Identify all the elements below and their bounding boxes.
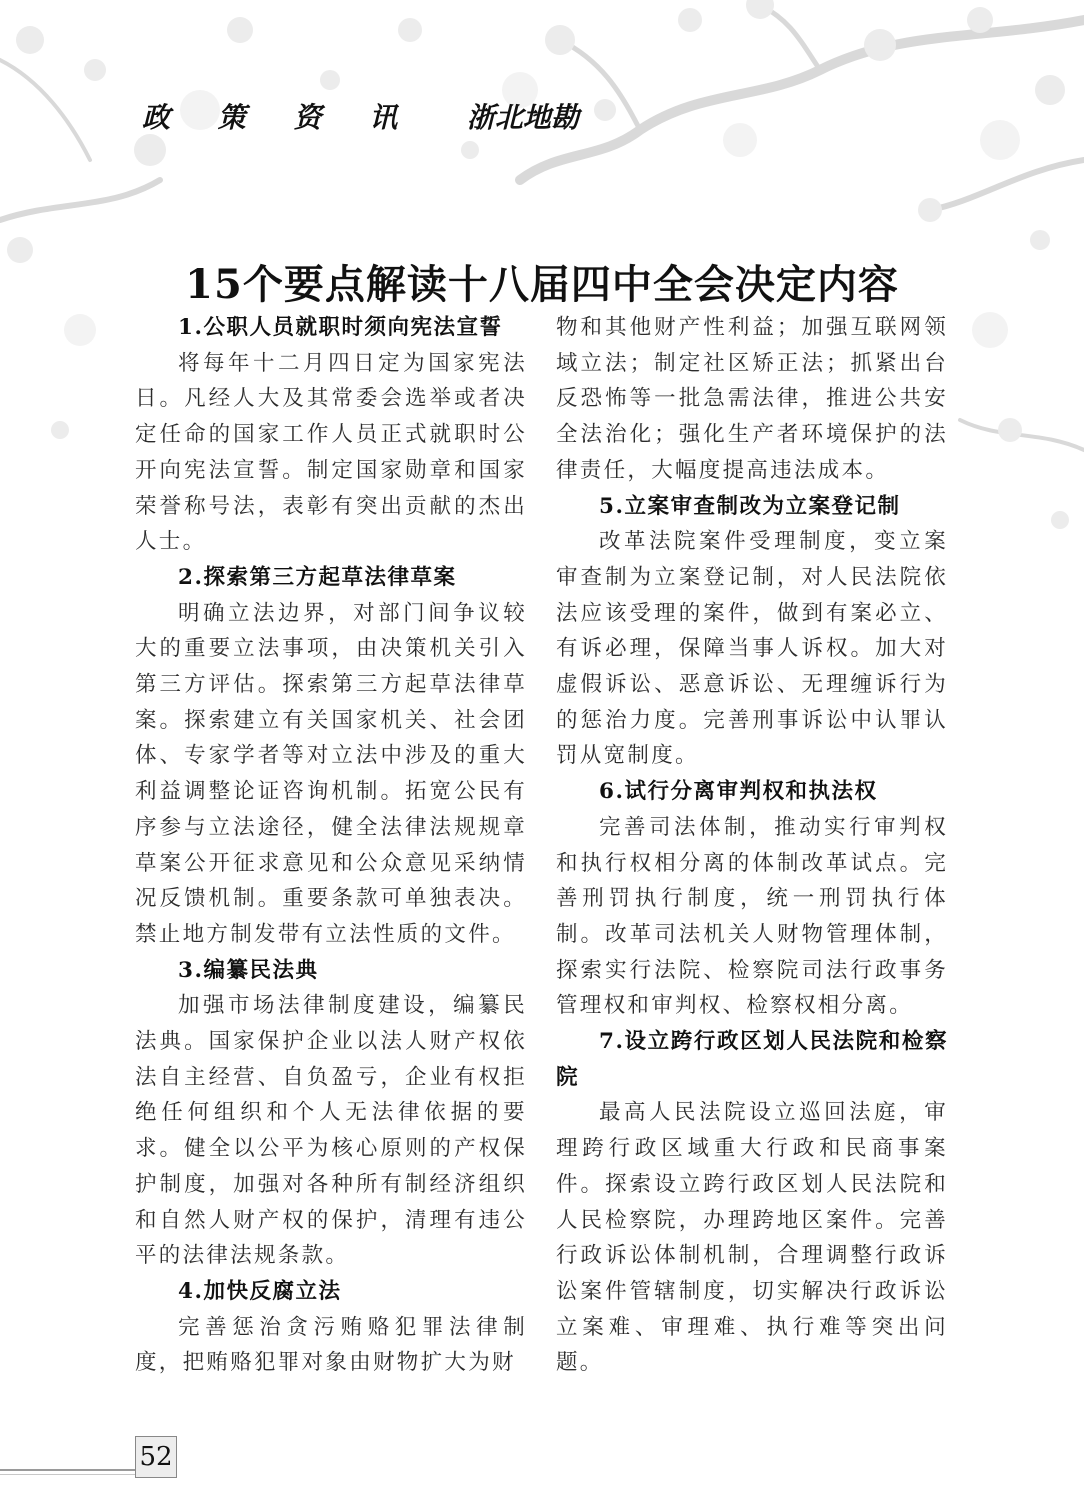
paragraph: 将每年十二月四日定为国家宪法日。凡经人大及其常委会选举或者决定任命的国家工作人员正式就职时公开向宪法宣誓。制定国家勋章和国家荣誉称号法，表彰有突出贡献的杰出人士。	[135, 350, 527, 555]
article-title: 15个要点解读十八届四中全会决定内容	[185, 260, 899, 308]
point-heading: 6.试行分离审判权和执法权	[599, 779, 878, 805]
point-heading: 2.探索第三方起草法律草案	[178, 564, 457, 590]
point-heading: 1.公职人员就职时须向宪法宣誓	[178, 315, 503, 340]
footer-rule	[0, 1469, 135, 1471]
paragraph: 完善司法体制，推动实行审判权和执行权相分离的体制改革试点。完善刑罚执行制度，统一刑罚执行体制。改革司法机关人财物管理体制，探索实行法院、检察院司法行政事务管理权和审判权、检察权相分离。	[556, 814, 948, 1019]
point-heading: 7.设立跨行政区划人民法院和检察院	[556, 1029, 948, 1090]
paragraph: 加强市场法律制度建设，编纂民法典。国家保护企业以法人财产权依法自主经营、自负盈亏，企业有权拒绝任何组织和个人无法律依据的要求。健全以公平为核心原则的产权保护制度，加强对各种所有制经济组织和自然人财产权的保护，清理有违公平的法律法规条款。	[135, 993, 527, 1269]
point-heading: 3.编纂民法典	[178, 957, 319, 983]
paragraph-continued: 物和其他财产性利益；加强互联网领域立法；制定社区矫正法；抓紧出台反恐怖等一批急需法律，推进公共安全法治化；强化生产者环境保护的法律责任，大幅度提高违法成本。	[556, 315, 948, 483]
paragraph: 改革法院案件受理制度，变立案审查制为立案登记制，对人民法院依法应该受理的案件，做到有案必立、有诉必理，保障当事人诉权。加大对虚假诉讼、恶意诉讼、无理缠诉行为的惩治力度。完善刑事诉讼中认罪认罚从宽制度。	[556, 529, 948, 769]
section-header	[142, 96, 579, 136]
section-char: 策	[217, 101, 248, 134]
paragraph: 完善惩治贪污贿赂犯罪法律制度，把贿赂犯罪对象由财物扩大为财	[135, 1314, 527, 1376]
section-char: 讯	[369, 101, 400, 134]
footer-rule	[0, 1474, 135, 1475]
page-number: 52	[135, 1436, 177, 1478]
section-char: 资	[293, 101, 324, 134]
paragraph: 最高人民法院设立巡回法庭，审理跨行政区域重大行政和民商事案件。探索设立跨行政区划人民法院和人民检察院，办理跨地区案件。完善行政诉讼体制机制，合理调整行政诉讼案件管辖制度，切实解决行政诉讼立案难、审理难、执行难等突出问题。	[556, 1100, 948, 1376]
point-heading: 4.加快反腐立法	[178, 1278, 342, 1304]
left-column	[135, 310, 527, 1381]
point-heading: 5.立案审查制改为立案登记制	[599, 493, 901, 519]
right-column	[556, 310, 948, 1381]
magazine-name: 浙北地勘	[466, 101, 579, 134]
section-char: 政	[142, 101, 173, 134]
paragraph: 明确立法边界，对部门间争议较大的重要立法事项，由决策机关引入第三方评估。探索第三方起草法律草案。探索建立有关国家机关、社会团体、专家学者等对立法中涉及的重大利益调整论证咨询机制。拓宽公民有序参与立法途径，健全法律法规规章草案公开征求意见和公众意见采纳情况反馈机制。重要条款可单独表决。禁止地方制发带有立法性质的文件。	[135, 600, 527, 947]
